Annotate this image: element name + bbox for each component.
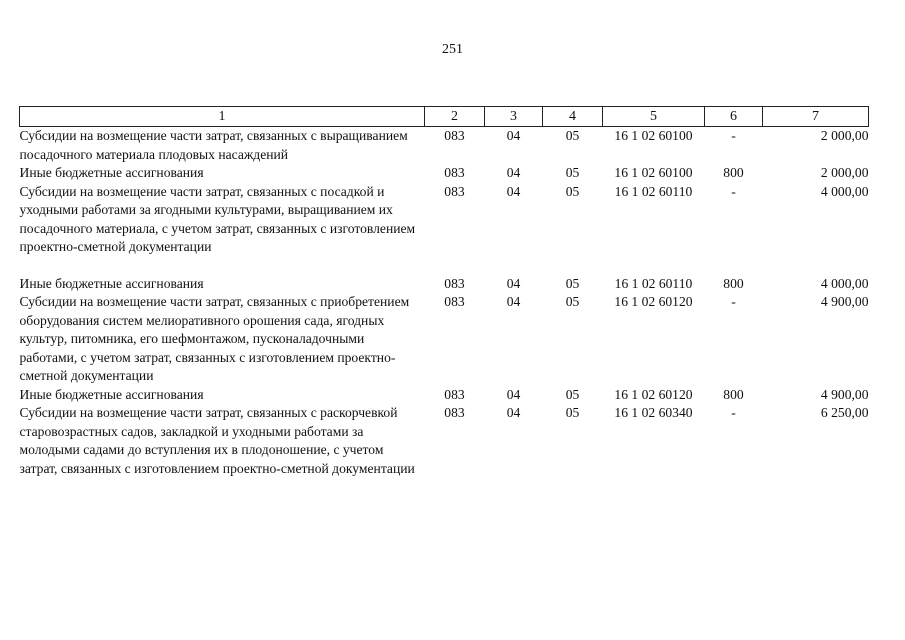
header-col-1: 1	[20, 107, 425, 127]
row-ministry-code: 083	[444, 165, 465, 180]
row-target-article: 16 1 02 60100	[614, 128, 693, 143]
header-col-7: 7	[763, 107, 869, 127]
row-amount: 4 900,00	[820, 294, 869, 309]
table-row	[20, 404, 869, 478]
header-row	[20, 107, 869, 127]
row-ministry-code: 083	[444, 405, 465, 420]
table-row	[20, 386, 869, 405]
row-section: 04	[506, 128, 521, 143]
row-expense-type: -	[731, 128, 736, 143]
header-col-5: 5	[603, 107, 705, 127]
row-amount: 4 000,00	[820, 183, 869, 199]
row-name: Субсидии на возмещение части затрат, связанных с приобретением оборудования систем мелиоративного орошения сада, ягодных культур, питомника, его шефмонтажом, пусконаладочными работами, с учетом затрат, связанных с изготовлением проектно-сметной документации	[19, 294, 410, 383]
row-target-article: 16 1 02 60120	[614, 386, 693, 402]
row-name: Субсидии на возмещение части затрат, связанных с выращиванием посадочного материала плодовых насаждений	[19, 128, 408, 162]
table-row	[20, 127, 869, 165]
header-col-6: 6	[705, 107, 763, 127]
row-amount: 2 000,00	[820, 165, 869, 180]
row-target-article: 16 1 02 60110	[614, 275, 693, 291]
row-expense-type: 800	[723, 386, 744, 402]
spacer-row	[20, 257, 869, 275]
row-expense-type: -	[731, 405, 736, 420]
row-section: 04	[506, 183, 521, 199]
row-subsection: 05	[565, 128, 580, 143]
header-col-4: 4	[543, 107, 603, 127]
row-ministry-code: 083	[444, 294, 465, 309]
row-amount: 2 000,00	[820, 128, 869, 143]
table-row	[20, 293, 869, 386]
row-target-article: 16 1 02 60110	[614, 183, 693, 199]
row-section: 04	[506, 386, 521, 402]
row-section: 04	[506, 165, 521, 180]
row-name: Субсидии на возмещение части затрат, связанных с раскорчевкой старовозрастных садов, закладкой и уходными работами за молодыми садами до вступления их в плодоношение, с учетом затрат, связанных с изготовлением проектно-сметной документации	[19, 405, 415, 476]
row-expense-type: 800	[723, 275, 744, 291]
row-amount: 4 900,00	[820, 386, 869, 402]
row-name: Иные бюджетные ассигнования	[19, 165, 204, 180]
table-row	[20, 164, 869, 183]
row-subsection: 05	[565, 405, 580, 420]
row-subsection: 05	[565, 294, 580, 309]
row-ministry-code: 083	[444, 183, 465, 199]
row-subsection: 05	[565, 386, 580, 402]
table-row	[20, 275, 869, 294]
row-name: Субсидии на возмещение части затрат, связанных с посадкой и уходными работами за ягодными культурами, выращиванием их посадочного материала, с учетом затрат, связанных с изготовлением проектно-сметной документации	[19, 183, 416, 254]
budget-table	[19, 106, 869, 478]
row-target-article: 16 1 02 60340	[614, 405, 693, 420]
header-col-3: 3	[485, 107, 543, 127]
page-number: 251	[442, 42, 463, 57]
row-amount: 4 000,00	[820, 275, 869, 291]
row-target-article: 16 1 02 60100	[614, 165, 693, 180]
row-section: 04	[506, 405, 521, 420]
row-expense-type: -	[731, 183, 736, 199]
row-section: 04	[506, 294, 521, 309]
row-subsection: 05	[565, 183, 580, 199]
row-expense-type: 800	[723, 165, 744, 180]
row-ministry-code: 083	[444, 275, 465, 291]
row-section: 04	[506, 275, 521, 291]
row-ministry-code: 083	[444, 128, 465, 143]
row-subsection: 05	[565, 275, 580, 291]
row-name: Иные бюджетные ассигнования	[19, 275, 204, 291]
table-row	[20, 183, 869, 257]
row-name: Иные бюджетные ассигнования	[19, 386, 204, 402]
row-subsection: 05	[565, 165, 580, 180]
row-ministry-code: 083	[444, 386, 465, 402]
row-expense-type: -	[731, 294, 736, 309]
row-target-article: 16 1 02 60120	[614, 294, 693, 309]
header-col-2: 2	[425, 107, 485, 127]
row-amount: 6 250,00	[820, 405, 869, 420]
spacer-cell	[20, 257, 869, 275]
